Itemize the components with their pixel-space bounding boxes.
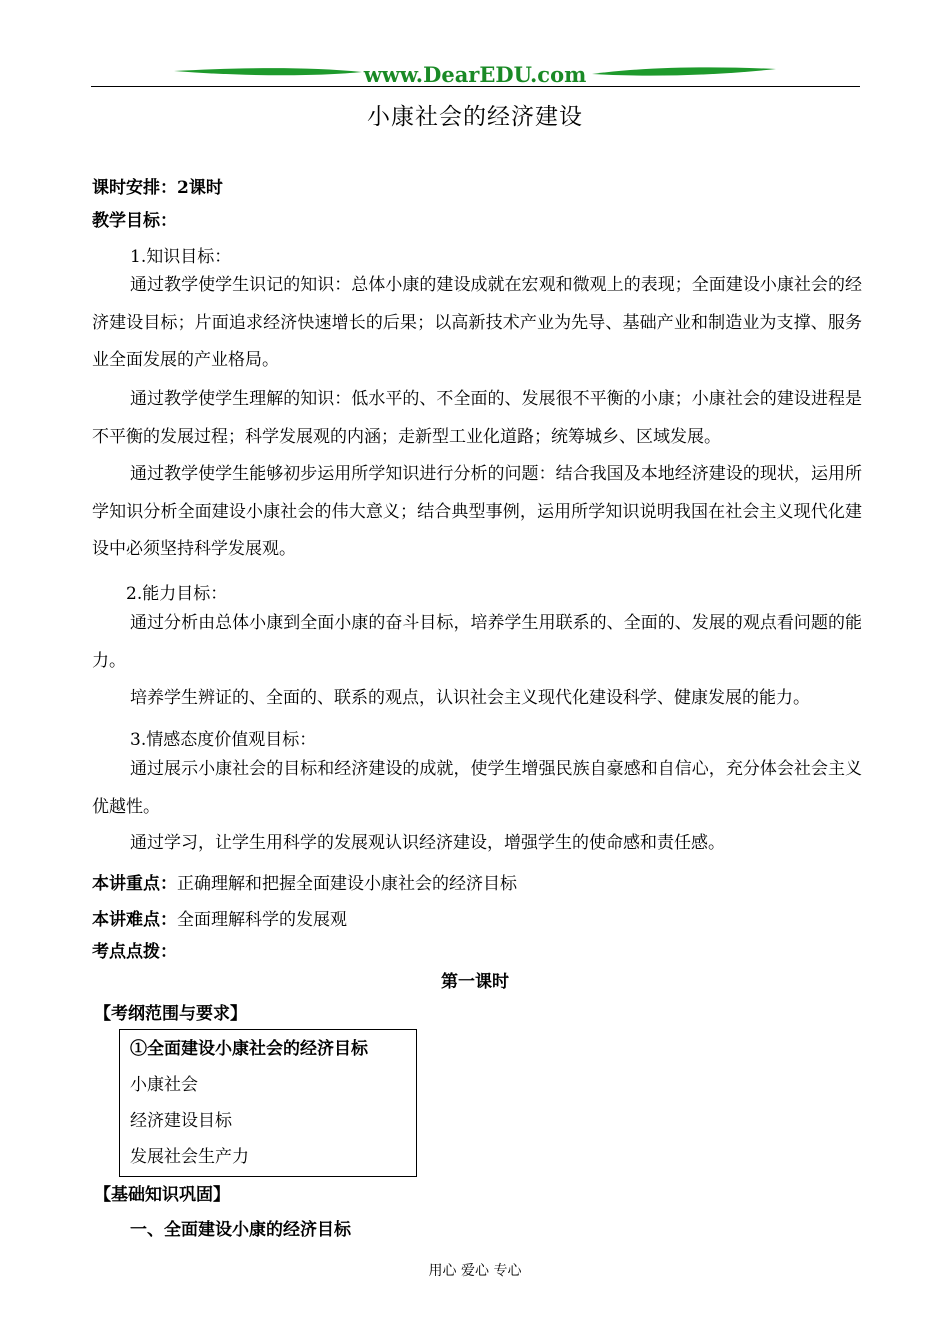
page-footer: 用心 爱心 专心 bbox=[428, 1263, 522, 1279]
difficulty-value: 全面理解科学的发展观 bbox=[177, 910, 347, 930]
ability-paragraph-1: 通过分析由总体小康到全面小康的奋斗目标，培养学生用联系的、全面的、发展的观点看问题的能力。 bbox=[92, 613, 862, 671]
knowledge-paragraph-3: 通过教学使学生能够初步运用所学知识进行分析的问题：结合我国及本地经济建设的现状，运用所学知识分析全面建设小康社会的伟大意义；结合典型事例，运用所学知识说明我国在社会主义现代化建设中必须坚持科学发展观。 bbox=[92, 464, 862, 559]
dearedu-logo-banner bbox=[172, 62, 778, 86]
syllabus-item-2: 经济建设目标 bbox=[130, 1111, 232, 1131]
key-point-line bbox=[92, 869, 517, 894]
difficulty-label: 本讲难点： bbox=[92, 910, 177, 930]
syllabus-item-3: 发展社会生产力 bbox=[130, 1147, 249, 1167]
key-point-label: 本讲重点： bbox=[92, 874, 177, 894]
knowledge-paragraph-1: 通过教学使学生识记的知识：总体小康的建设成就在宏观和微观上的表现；全面建设小康社会的经济建设目标；片面追求经济快速增长的后果；以高新技术产业为先导、基础产业和制造业为支撑、服务业全面发展的产业格局。 bbox=[92, 275, 862, 370]
ability-paragraph-2: 培养学生辨证的、全面的、联系的观点，认识社会主义现代化建设科学、健康发展的能力。 bbox=[130, 688, 810, 708]
ability-heading: 2.能力目标： bbox=[126, 584, 228, 604]
syllabus-heading: 【考纲范围与要求】 bbox=[94, 1004, 247, 1024]
section-one-heading: 一、全面建设小康的经济目标 bbox=[130, 1220, 351, 1240]
knowledge-heading: 1.知识目标： bbox=[130, 247, 232, 267]
lesson-title: 第一课时 bbox=[441, 972, 509, 992]
left-swoosh bbox=[174, 68, 362, 75]
key-point-value: 正确理解和把握全面建设小康社会的经济目标 bbox=[177, 874, 517, 894]
document-title: 小康社会的经济建设 bbox=[367, 104, 583, 130]
logo-text: www.DearEDU.com bbox=[363, 62, 587, 86]
emotion-paragraph-1: 通过展示小康社会的目标和经济建设的成就，使学生增强民族自豪感和自信心，充分体会社会主义优越性。 bbox=[92, 759, 862, 817]
emotion-paragraph-2: 通过学习，让学生用科学的发展观认识经济建设，增强学生的使命感和责任感。 bbox=[130, 833, 725, 853]
schedule-label: 课时安排： bbox=[92, 178, 177, 198]
exam-points-heading: 考点点拨： bbox=[92, 942, 177, 962]
schedule-value: 2课时 bbox=[177, 178, 223, 198]
basics-heading: 【基础知识巩固】 bbox=[94, 1185, 230, 1205]
emotion-heading: 3.情感态度价值观目标： bbox=[130, 730, 317, 750]
knowledge-paragraph-2: 通过教学使学生理解的知识：低水平的、不全面的、发展很不平衡的小康；小康社会的建设进程是不平衡的发展过程；科学发展观的内涵；走新型工业化道路；统筹城乡、区域发展。 bbox=[92, 389, 862, 447]
difficulty-line bbox=[92, 905, 347, 930]
right-swoosh bbox=[592, 67, 776, 75]
schedule-line bbox=[92, 173, 223, 198]
header-rule bbox=[91, 86, 860, 87]
syllabus-box-title: ①全面建设小康社会的经济目标 bbox=[130, 1039, 368, 1059]
goals-heading: 教学目标： bbox=[92, 211, 177, 231]
syllabus-item-1: 小康社会 bbox=[130, 1075, 198, 1095]
